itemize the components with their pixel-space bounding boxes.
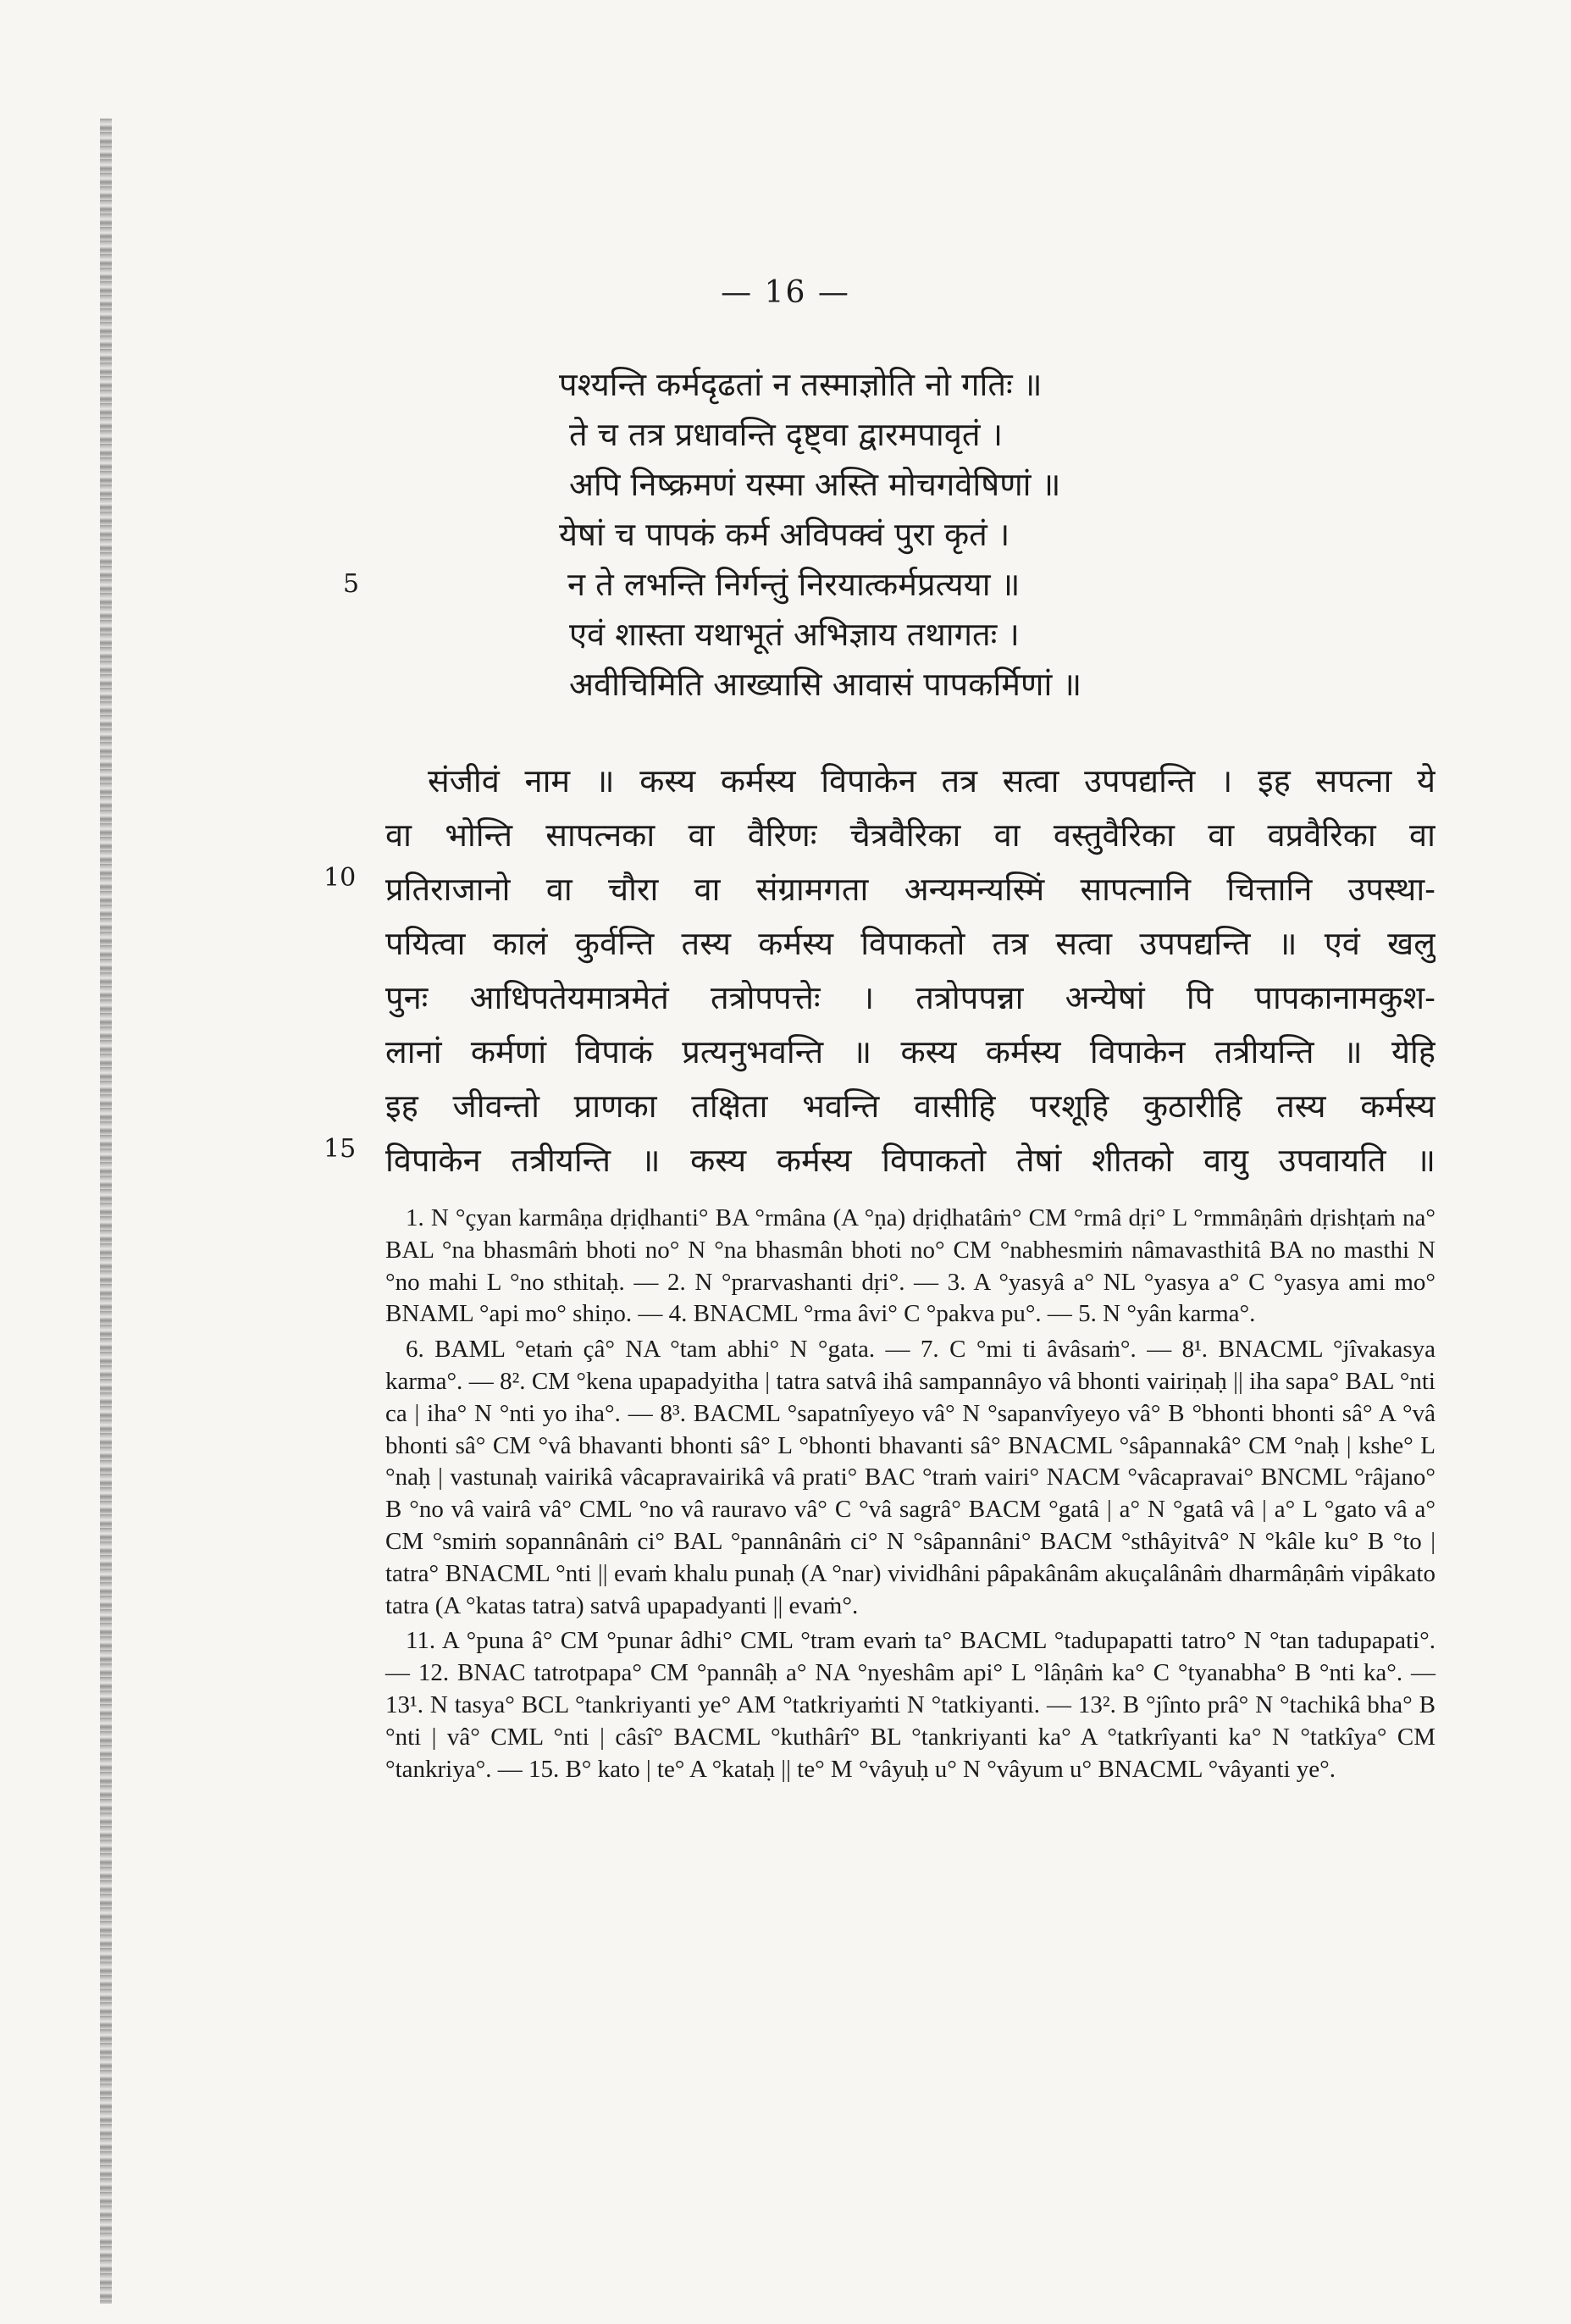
verse-line: अपि निष्क्रमणं यस्मा अस्ति मोचगवेषिणां ॥ [569,466,1061,503]
line-number-5: 5 [343,569,360,599]
verse-line: एवं शास्ता यथाभूतं अभिज्ञाय तथागतः । [569,616,1020,653]
verse-line: येषां च पापकं कर्म अविपक्वं पुरा कृतं । [559,516,1010,553]
prose-line: संजीवं नाम ॥ कस्य कर्मस्य विपाकेन तत्र सत्वा उपपद्यन्ति । इह सपत्ना ये [428,762,1435,800]
line-number-15: 15 [324,1134,357,1164]
prose-line: पुनः आधिपतेयमात्रमेतं तत्रोपपत्तेः । तत्रोपपन्ना अन्येषां पि पापकानामकुश- [385,979,1435,1016]
prose-line: लानां कर्मणां विपाकं प्रत्यनुभवन्ति ॥ कस्य कर्मस्य विपाकेन तत्रीयन्ति ॥ येहि [385,1033,1435,1071]
prose-line: वा भोन्ति सापत्नका वा वैरिणः चैत्रवैरिका वा वस्तुवैरिका वा वप्रवैरिका वा [385,816,1435,854]
footnote-block [385,1625,1435,1785]
footnote-block [385,1334,1435,1622]
line-number-10: 10 [324,863,357,893]
footnote-paragraph: 11. A °puna â° CM °punar âdhi° CML °tram evaṁ ta° BACML °tadupapatti tatro° N °tan tadupapati°. — 12. BNAC tatrotpapa° CM °pannâḥ a° NA °nyeshâm api° L °lâṇâṁ ka° C °tyanabha° B °nti ka°. — 13¹. N tasya° BCL °tankriyanti ye° AM °tatkriyaṁti N °tatkiyanti. — 13². B °jînto prâ° N °tachikâ bha° B °nti | vâ° CML °nti | câsî° BACML °kuthârî° BL °tankriyanti ka° A °tatkrîyanti ka° N °tatkîya° CM °tankriya°. — 15. B° kato | te° A °kataḥ || te° M °vâyuḥ u° N °vâyum u° BNACML °vâyanti ye°. [385,1627,1435,1783]
prose-line: विपाकेन तत्रीयन्ति ॥ कस्य कर्मस्य विपाकतो तेषां शीतको वायु उपवायति ॥ [385,1142,1435,1179]
prose-block [385,754,1435,1187]
prose-line: इह जीवन्तो प्राणका तक्षिता भवन्ति वासीहि परशूहि कुठारीहि तस्य कर्मस्य [385,1087,1435,1125]
footnote-paragraph: 6. BAML °etaṁ çâ° NA °tam abhi° N °gata. — 7. C °mi ti âvâsaṁ°. — 8¹. BNACML °jîvakasya karma°. — 8². CM °kena upapadyitha | tatra satvâ ihâ sampannâyo vâ bhonti vairiṇaḥ || iha sapa° BAL °nti ca | iha° N °nti yo iha°. — 8³. BACML °sapatnîyeyo vâ° N °sapanvîyeyo vâ° B °bhonti bhonti sâ° A °vâ bhonti sâ° CM °vâ bhavanti bhonti sâ° L °bhonti bhavanti sâ° BNACML °sâpannakâ° CM °naḥ | kshe° L °naḥ | vastunaḥ vairikâ vâcapravairikâ vâ prati° BAC °traṁ vairi° NACM °vâcapravai° BNCML °râjano° B °no vâ vairâ vâ° CML °no vâ rauravo vâ° C °vâ sagrâ° BACM °gatâ | a° N °gatâ vâ | a° L °gato vâ a° CM °smiṁ sopannânâṁ ci° BAL °pannânâṁ ci° N °sâpannâni° BACM °sthâyitvâ° N °kâle ku° B °to | tatra° BNACML °nti || evaṁ khalu punaḥ (A °nar) vividhâni pâpakânâm akuçalânâṁ dharmâṇâṁ vipâkato tatra (A °katas tatra) satvâ upapadyanti || evaṁ°. [385,1336,1435,1619]
footnote-block [385,1203,1435,1331]
prose-line: प्रतिराजानो वा चौरा वा संग्रामगता अन्यमन्यस्मिं सापत्नानि चित्तानि उपस्था- [385,871,1435,908]
verse-line: ते च तत्र प्रधावन्ति दृष्ट्वा द्वारमपावृतं । [569,416,1003,453]
verse-line: न ते लभन्ति निर्गन्तुं निरयात्कर्मप्रत्यया ॥ [567,566,1021,603]
verse-line: अवीचिमिति आख्यासि आवासं पापकर्मिणां ॥ [569,666,1082,703]
prose-line: पयित्वा कालं कुर्वन्ति तस्य कर्मस्य विपाकतो तत्र सत्वा उपपद्यन्ति ॥ एवं खलु [385,925,1435,962]
page-number: — 16 — [721,275,850,310]
page-binding-edge [100,119,112,2304]
verse-line: पश्यन्ति कर्मदृढतां न तस्माज्ञोति नो गतिः ॥ [559,366,1043,403]
footnotes-apparatus [385,1203,1435,1785]
footnote-paragraph: 1. N °çyan karmâṇa dṛiḍhanti° BA °rmâna (A °ṇa) dṛiḍhatâṁ° CM °rmâ dṛi° L °rmmâṇâṁ dṛishṭaṁ na° BAL °na bhasmâṁ bhoti no° N °na bhasmân bhoti no° CM °nabhesmiṁ nâmavasthitâ BA no masthi N °no mahi L °no sthitaḥ. — 2. N °prarvashanti dṛi°. — 3. A °yasyâ a° NL °yasya a° C °yasya ami mo° BNAML °api mo° shiṇo. — 4. BNACML °rma âvi° C °pakva pu°. — 5. N °yân karma°. [385,1204,1435,1328]
verse-block [559,360,1321,710]
